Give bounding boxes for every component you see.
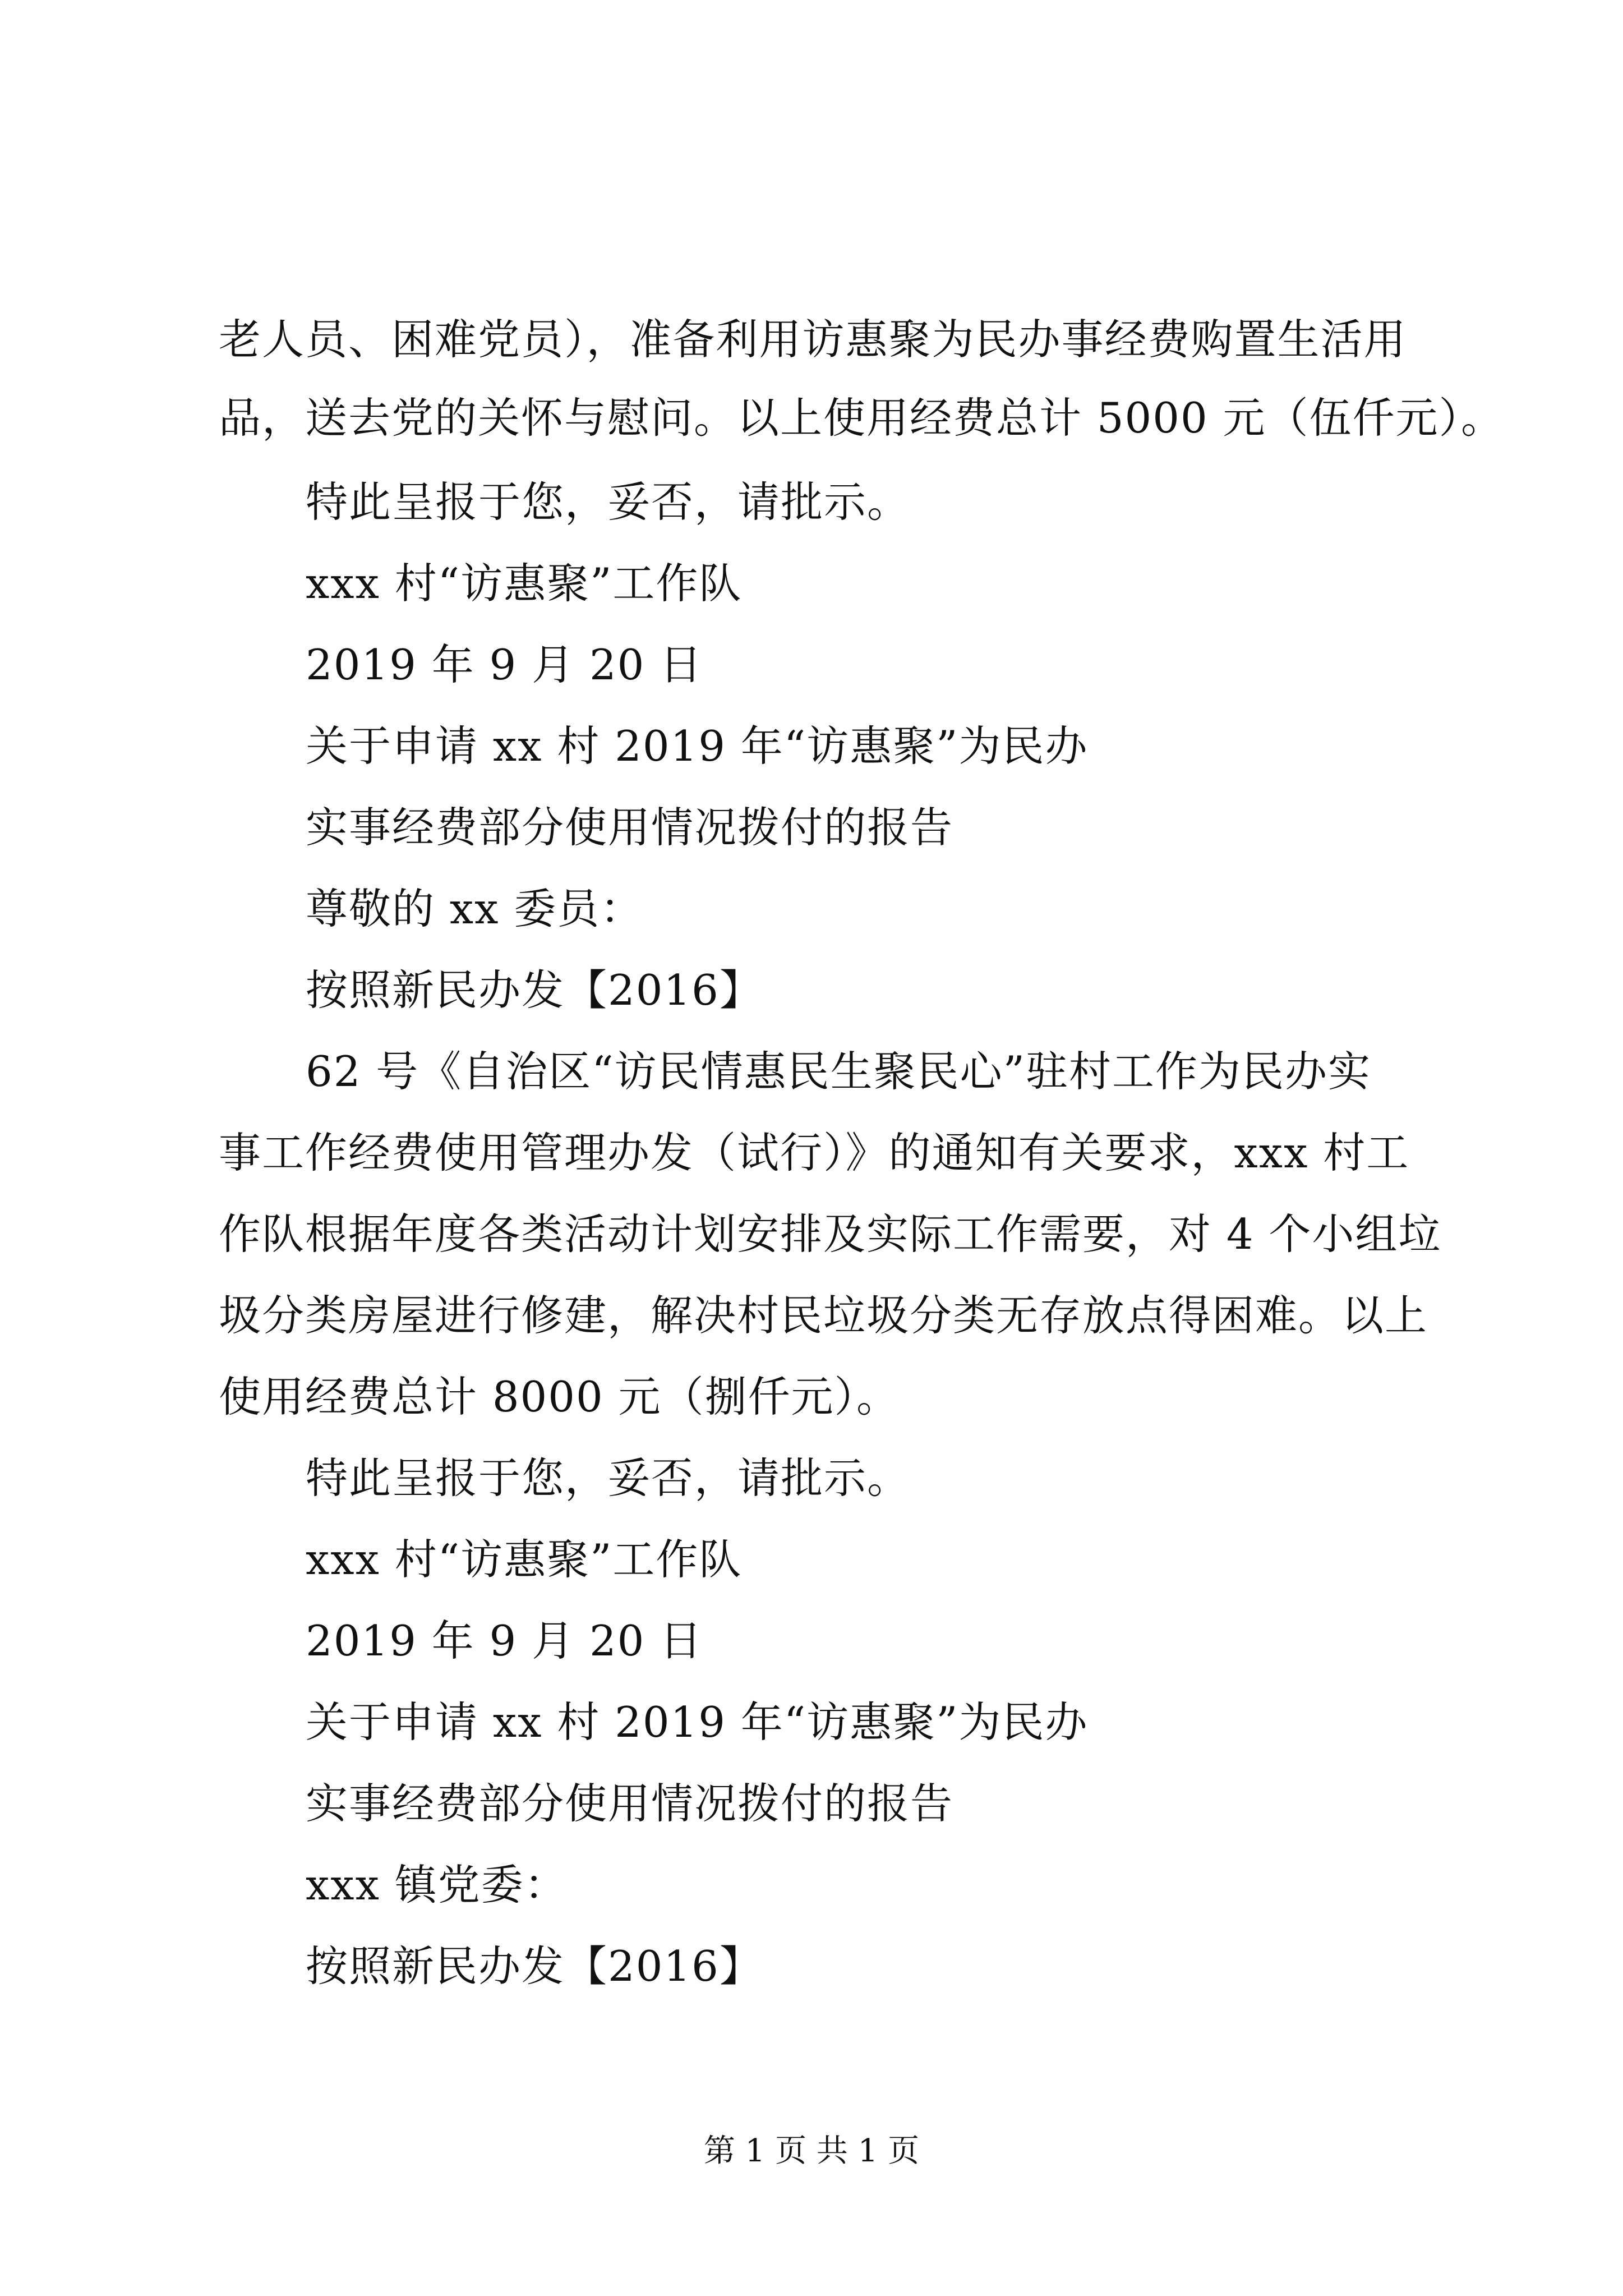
report-title-line-2: 实事经费部分使用情况拨付的报告 (306, 1779, 954, 1828)
report-title-line-1: 关于申请 xx 村 2019 年“访惠聚”为民办 (306, 1697, 1089, 1747)
body-text-line: 62 号《自治区“访民情惠民生聚民心”驻村工作为民办实 (306, 1047, 1371, 1096)
closing-request-line: 特此呈报于您，妥否，请批示。 (306, 477, 911, 527)
body-text-line: 圾分类房屋进行修建，解决村民垃圾分类无存放点得困难。以上 (219, 1291, 1428, 1340)
signature-date: 2019 年 9 月 20 日 (306, 640, 703, 689)
report-title-line-2: 实事经费部分使用情况拨付的报告 (306, 803, 954, 852)
body-text-line: 使用经费总计 8000 元（捌仟元）。 (219, 1372, 900, 1421)
report-title-line-1: 关于申请 xx 村 2019 年“访惠聚”为民办 (306, 721, 1089, 771)
salutation: xxx 镇党委： (306, 1860, 568, 1910)
body-text-line: 品，送去党的关怀与慰问。以上使用经费总计 5000 元（伍仟元）。 (219, 393, 1505, 443)
body-text-line: 老人员、困难党员），准备利用访惠聚为民办事经费购置生活用 (219, 315, 1407, 364)
signature-date: 2019 年 9 月 20 日 (306, 1616, 703, 1665)
salutation: 尊敬的 xx 委员： (306, 884, 644, 933)
body-text-line: 按照新民办发【2016】 (306, 965, 763, 1015)
closing-request-line: 特此呈报于您，妥否，请批示。 (306, 1453, 911, 1503)
signature-team: xxx 村“访惠聚”工作队 (306, 559, 743, 608)
body-text-line: 作队根据年度各类活动计划安排及实际工作需要，对 4 个小组垃 (219, 1209, 1442, 1259)
page-number-footer: 第 1 页 共 1 页 (703, 2133, 920, 2169)
body-text-line: 按照新民办发【2016】 (306, 1941, 763, 1991)
body-text-line: 事工作经费使用管理办发（试行）》的通知有关要求，xxx 村工 (219, 1128, 1410, 1177)
signature-team: xxx 村“访惠聚”工作队 (306, 1535, 743, 1584)
